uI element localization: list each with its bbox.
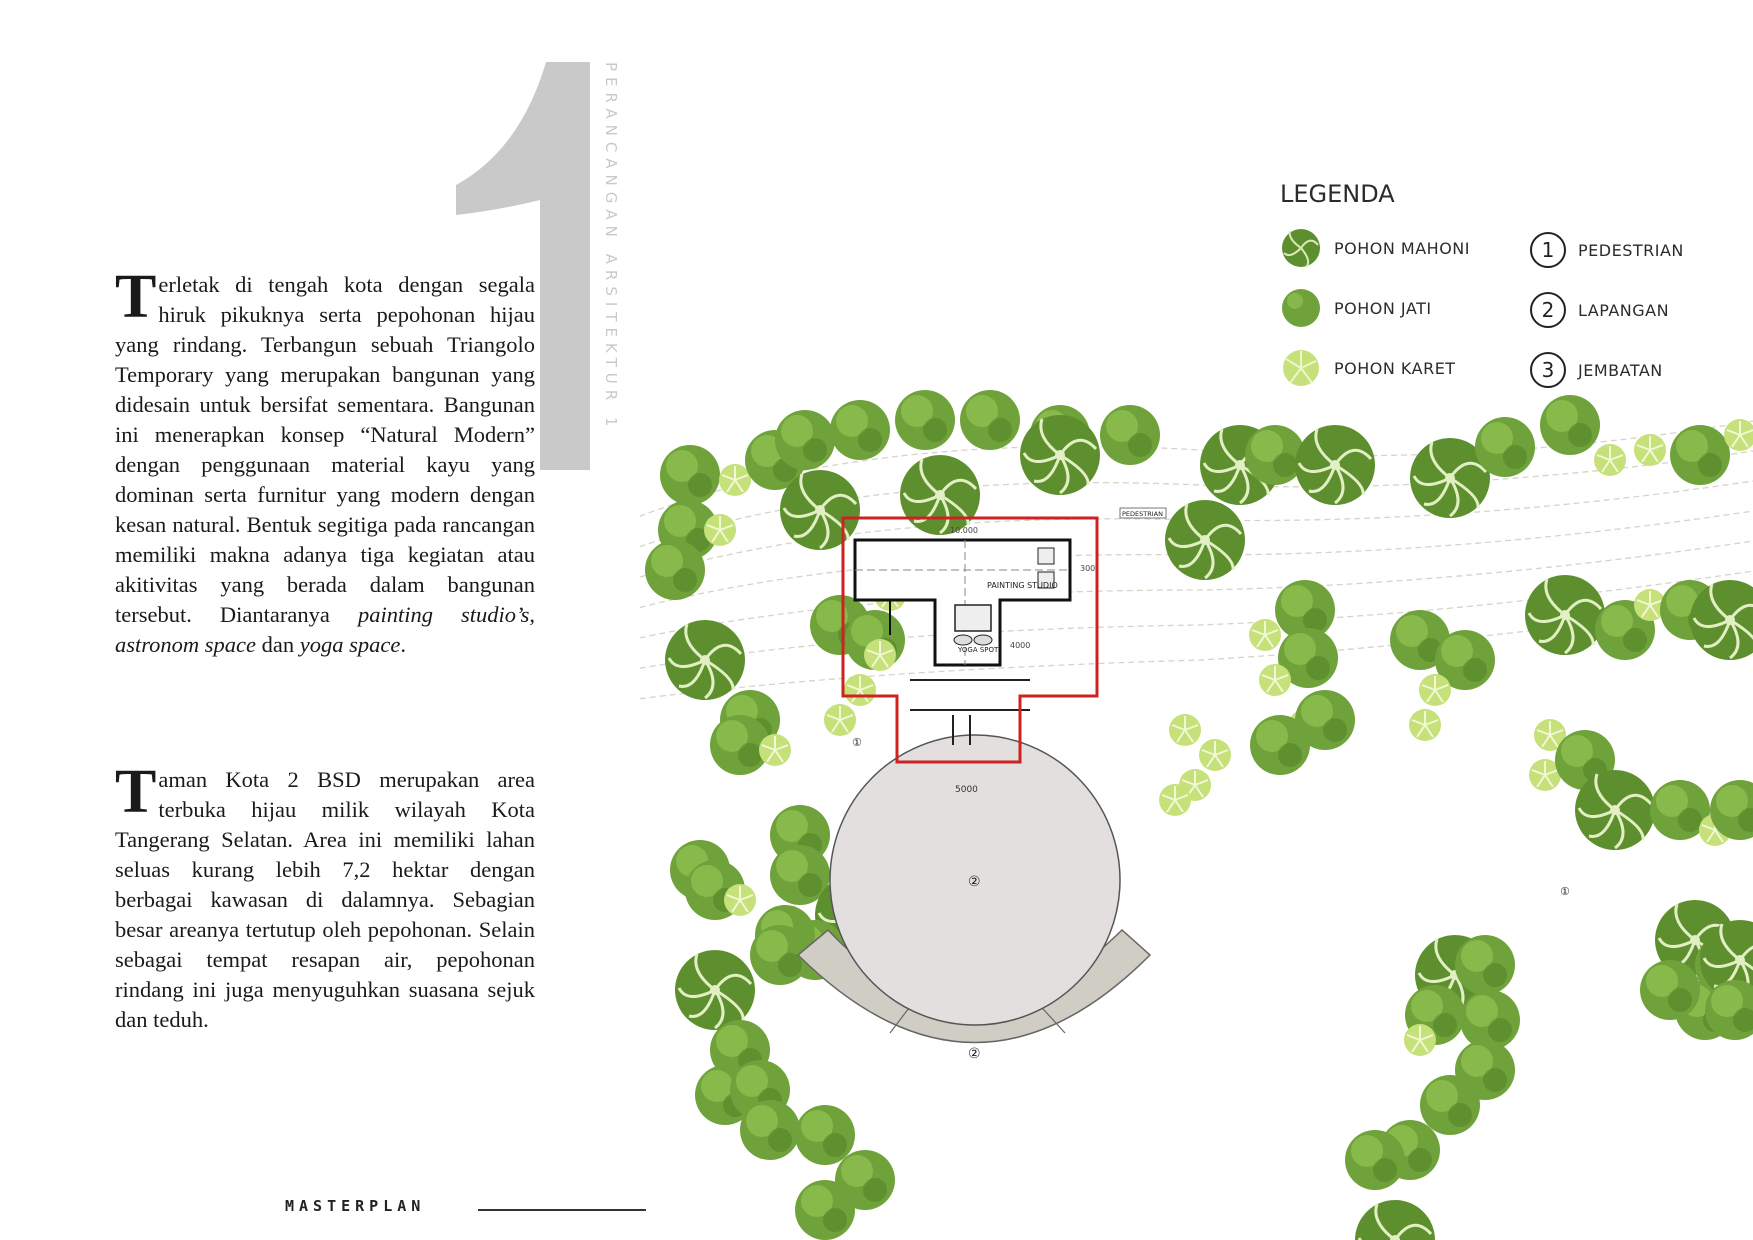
italic-yoga: yoga space	[299, 632, 401, 657]
legend-item-pedestrian	[1530, 230, 1684, 270]
karet-tree-icon	[1280, 347, 1322, 389]
dim-right: 300	[1080, 564, 1096, 573]
legend-label: LAPANGAN	[1578, 300, 1670, 320]
pedestrian-tag-label: PEDESTRIAN	[1122, 510, 1163, 518]
legend-item-mahoni	[1280, 228, 1470, 268]
site-paragraph	[115, 758, 535, 1035]
legend-item-lapangan	[1530, 290, 1669, 330]
footer-title: MASTERPLAN	[285, 1197, 426, 1215]
separator: dan	[256, 632, 300, 657]
zone-number: 1	[1530, 232, 1566, 268]
marker-2: ②	[968, 1046, 981, 1062]
legend-label: PEDESTRIAN	[1578, 240, 1684, 260]
legend-label: POHON MAHONI	[1334, 238, 1470, 258]
footer-rule	[478, 1209, 646, 1211]
marker-2: ②	[968, 874, 981, 890]
legend	[1270, 180, 1750, 390]
dim-mid: 4000	[1010, 641, 1031, 650]
marker-1: ①	[852, 736, 862, 749]
separator: ,	[529, 602, 535, 627]
legend-item-karet	[1280, 348, 1456, 388]
marker-1: ①	[1560, 885, 1570, 898]
label-yoga-spot: YOGA SPOT	[958, 646, 999, 654]
paragraph-text: erletak di tengah kota dengan segala hiruk pikuknya serta pepohonan hijau yang rindang. Terbangun sebuah Triangolo Temporary yang merupakan bangunan yang didesain untuk bersifat sementara. Bangunan ini menerapkan konsep “Natural Modern” dengan penggunaan material kayu yang dominan serta furnitur yang modern dengan kesan natural. Bentuk segitiga pada rancangan memiliki makna adanya tiga kegiatan atau akitivitas yang berada dalam bangunan tersebut. Diantaranya	[115, 272, 535, 627]
legend-item-jati	[1280, 288, 1432, 328]
legend-title: LEGENDA	[1280, 180, 1395, 208]
italic-astronom: astronom space	[115, 632, 257, 657]
paragraph-text: aman Kota 2 BSD merupakan area terbuka hijau milik wilayah Kota Tangerang Selatan. Area ini memiliki lahan seluas kurang lebih 7,2 hektar dengan berbagai kawasan di dalamnya. Sebagian besar areanya tertutup oleh pepohonan. Selain sebagai tempat resapan air, pepohonan rindang ini juga menyuguhkan suasana sejuk dan teduh.	[115, 767, 535, 1032]
site-plan	[640, 390, 1753, 1240]
intro-paragraph	[115, 263, 535, 660]
dim-top: 10.000	[950, 526, 978, 535]
legend-label: POHON KARET	[1334, 358, 1456, 378]
legend-item-jembatan	[1530, 350, 1663, 390]
drop-cap: T	[115, 263, 157, 331]
zone-number: 2	[1530, 292, 1566, 328]
bridge-jembatan	[910, 680, 1030, 745]
jati-tree-icon	[1280, 287, 1322, 329]
label-painting-studio: PAINTING STUDIO	[987, 581, 1058, 590]
period: .	[400, 632, 407, 657]
zone-number: 3	[1530, 352, 1566, 388]
mahoni-tree-icon	[1280, 227, 1322, 269]
legend-label: JEMBATAN	[1578, 360, 1663, 380]
yoga-mat-icon	[955, 605, 991, 631]
legend-label: POHON JATI	[1334, 298, 1432, 318]
italic-painting: painting studio’s	[357, 602, 530, 627]
vertical-title: PERANCANGAN ARSITEKTUR 1	[602, 62, 620, 433]
drop-cap: T	[115, 758, 157, 826]
dim-bottom: 5000	[955, 785, 978, 795]
